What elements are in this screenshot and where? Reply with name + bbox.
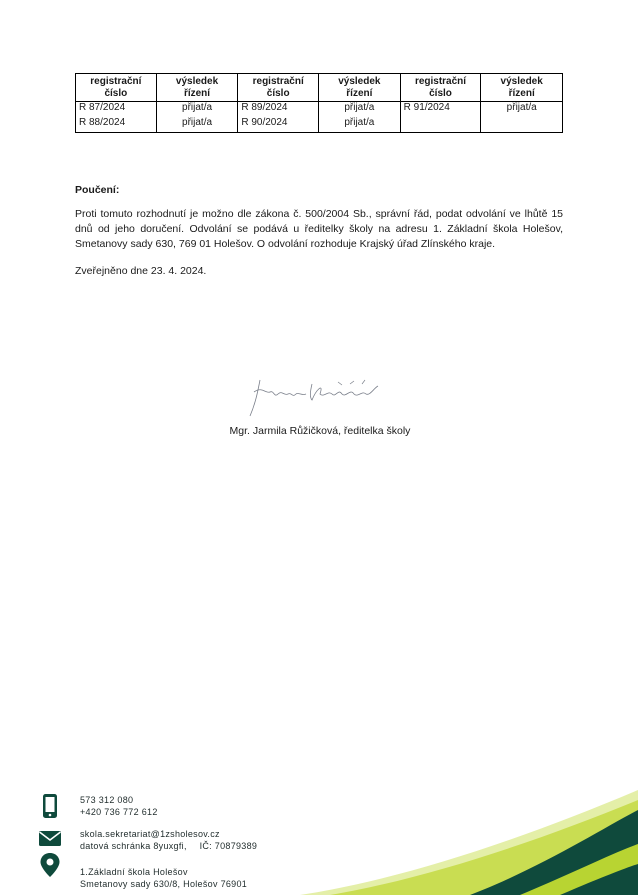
result-cell <box>481 117 563 133</box>
signer-name: Mgr. Jarmila Růžičková, ředitelka školy <box>229 425 411 437</box>
registration-number-cell: R 91/2024 <box>400 102 481 118</box>
contact-email: skola.sekretariat@1zsholesov.cz <box>80 829 220 839</box>
contact-address-line-1: 1.Základní škola Holešov <box>80 867 188 877</box>
handwritten-signature <box>246 372 386 420</box>
admission-results-table <box>75 73 563 133</box>
result-cell: přijat/a <box>156 102 238 118</box>
publication-date: Zveřejněno dne 23. 4. 2024. <box>75 265 207 277</box>
mail-icon <box>38 826 62 852</box>
registration-number-cell: R 87/2024 <box>76 102 157 118</box>
phone-icon <box>38 793 62 819</box>
result-cell: přijat/a <box>319 102 401 118</box>
contact-phone-1: 573 312 080 <box>80 795 134 805</box>
header-result: výsledek řízení <box>481 74 563 102</box>
table-row <box>76 117 563 133</box>
header-result: výsledek řízení <box>319 74 401 102</box>
header-registration-number: registrační číslo <box>76 74 157 102</box>
header-result: výsledek řízení <box>156 74 238 102</box>
result-cell: přijat/a <box>481 102 563 118</box>
instruction-heading: Poučení: <box>75 184 120 196</box>
databox-id: datová schránka 8yuxgfi, <box>80 841 187 851</box>
header-registration-number: registrační číslo <box>400 74 481 102</box>
registration-number-cell <box>400 117 481 133</box>
registration-number-cell: R 90/2024 <box>238 117 319 133</box>
contact-databox <box>80 840 257 852</box>
location-pin-icon <box>38 852 62 878</box>
registration-number-cell: R 89/2024 <box>238 102 319 118</box>
table-header-row <box>76 74 563 102</box>
instruction-body: Proti tomuto rozhodnutí je možno dle zákona č. 500/2004 Sb., správní řád, podat odvolání ve lhůtě 15 dnů od jeho doručení. Odvolání se podává u ředitelky školy na adresu 1. Základní škola Holešov, Smetanovy sady 630, 769 01 Holešov. O odvolání rozhoduje Krajský úřad Zlínského kraje. <box>75 208 563 250</box>
company-id: IČ: 70879389 <box>199 841 258 851</box>
contact-phone-2: +420 736 772 612 <box>80 807 158 817</box>
result-cell: přijat/a <box>319 117 401 133</box>
table-row <box>76 102 563 118</box>
header-registration-number: registrační číslo <box>238 74 319 102</box>
registration-number-cell: R 88/2024 <box>76 117 157 133</box>
contact-address-line-2: Smetanovy sady 630/8, Holešov 76901 <box>80 879 248 889</box>
result-cell: přijat/a <box>156 117 238 133</box>
